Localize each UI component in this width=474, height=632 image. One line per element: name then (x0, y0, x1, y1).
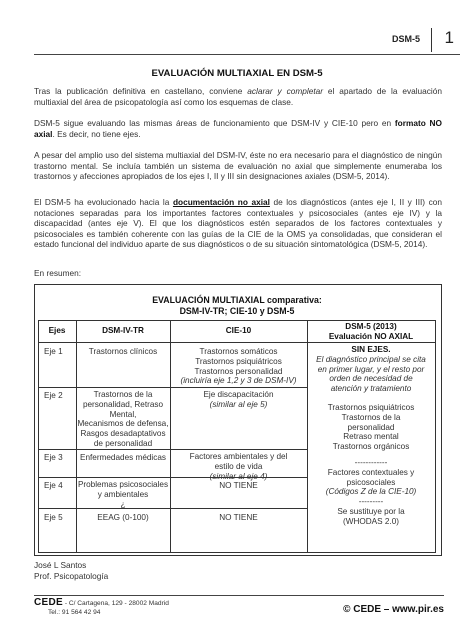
footer-brand: CEDE (34, 597, 63, 608)
page-header (34, 28, 460, 58)
dsm4-cell: EEAG (0-100) (97, 513, 149, 522)
comparison-title: EVALUACIÓN MULTIAXIAL comparativa: DSM-IV-TR; CIE-10 y DSM-5 (152, 295, 322, 316)
table-border (435, 320, 436, 553)
header-dsm4: DSM-IV-TR (102, 326, 144, 335)
cie10-cell: Trastornos somáticos Trastornos psiquiátricos Trastornos personalidad (incluiría eje 1,2 y 3 de DSM-IV) (180, 347, 297, 386)
footer-rule (34, 595, 444, 596)
page-title: EVALUACIÓN MULTIAXIAL EN DSM-5 (151, 68, 323, 79)
header-ejes: Ejes (48, 326, 66, 335)
dsm4-cell: Trastornos de la personalidad, Retraso Mental, Mecanismos de defensa, Rasgos desadaptativos de personalidad (77, 390, 169, 448)
header-code: DSM-5 (391, 34, 420, 44)
paragraph-evolution: El DSM-5 ha evolucionado hacia la documentación no axial de los diagnósticos (antes eje I, II y III) con notaciones separadas para los importantes factores contextuales y psicosociales (antes eje IV) y la discapacidad (antes eje V). El que los diagnósticos estén separados de los factores contextuales y psicosociales es también coherente con las guías de la CIE de la OMS ya consolidadas, que consideran el estado funcional del individuo aparte de sus diagnósticos o de su situación sintomatológica (DSM-5, 2014). (34, 197, 442, 250)
header-dsm5: DSM-5 (2013) Evaluación NO AXIAL (328, 322, 414, 341)
table-border (38, 320, 436, 321)
row-label: Eje 2 (44, 391, 63, 400)
comparison-table (38, 320, 436, 553)
bold-text: formato NO axial (34, 118, 442, 139)
header-rule (34, 54, 460, 55)
footer-phone: Tel.: 91 564 42 94 (48, 609, 101, 616)
dsm4-cell: Enfermedades médicas (79, 453, 166, 462)
cie10-cell: Factores ambientales y del estilo de vida (similar al eje 4) (189, 452, 288, 481)
author-name: José L Santos (34, 560, 87, 570)
table-border (38, 552, 436, 553)
cie10-cell: NO TIENE (219, 481, 258, 490)
dsm4-cell: Trastornos clínicos (88, 347, 158, 356)
footer-address: - C/ Cartagena, 129 - 28002 Madrid (62, 600, 169, 607)
table-border (38, 387, 307, 388)
row-label: Eje 4 (44, 481, 63, 490)
cie10-cell: NO TIENE (219, 513, 258, 522)
row-label: Eje 3 (44, 453, 63, 462)
footer-website[interactable]: © CEDE – www.pir.es (343, 604, 444, 615)
bold-underlined-text: documentación no axial (172, 197, 270, 207)
author-role: Prof. Psicopatología (34, 571, 109, 581)
table-border (38, 342, 436, 343)
paragraph-summary-label: En resumen: (34, 268, 82, 278)
signature (34, 560, 108, 582)
paragraph-intro: Tras la publicación definitiva en castellano, conviene aclarar y completar el apartado de la evaluación multiaxial del área de psicopatología así como los esquemas de clase. (34, 86, 442, 107)
paragraph-non-axial: DSM-5 sigue evaluando las mismas áreas de funcionamiento que DSM-IV y CIE-10 pero en formato NO axial. Es decir, no tiene ejes. (34, 118, 442, 139)
row-label: Eje 5 (44, 513, 63, 522)
dsm4-cell: Problemas psicosociales y ambientales ¿ (77, 480, 169, 509)
row-label: Eje 1 (44, 347, 63, 356)
header-cie10: CIE-10 (225, 326, 252, 335)
cie10-cell: Eje discapacitación (similar al eje 5) (203, 390, 274, 409)
dsm5-cell: SIN EJES. El diagnóstico principal se cita en primer lugar, y el resto por orden de necesidad de atención y tratamiento Trastornos psiquiátricos Trastornos de la personalidad Retraso mental Trastornos orgánicos ------------ Factores contextuales y psicosociales (Códigos Z de la CIE-10) --------- Se sustituye por la (WHODAS 2.0) (316, 345, 426, 526)
page-number: 1 (444, 28, 454, 47)
paragraph-multiaxial-history: A pesar del amplio uso del sistema multiaxial del DSM-IV, éste no era necesario para el diagnóstico de ningún trastorno mental. Se incluía también un sistema de evaluación no axial que simplemente enumeraba los trastornos y afecciones apropiados de los ejes I, II y III sin designaciones axiales (DSM-5, 2014). (34, 150, 442, 182)
table-border (38, 320, 39, 553)
emphasis-text: aclarar y completar (247, 86, 324, 96)
header-separator (431, 28, 432, 52)
footer-contact (34, 598, 169, 617)
table-border (38, 449, 307, 450)
